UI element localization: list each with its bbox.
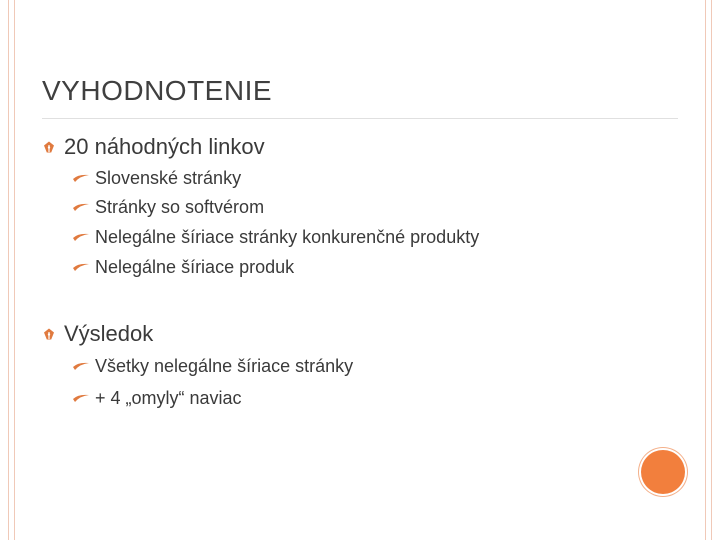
title-divider: [42, 118, 678, 119]
list-item: Slovenské stránky: [95, 168, 242, 188]
slide-title: VYHODNOTENIE: [42, 75, 273, 106]
list-item: + 4 „omyly“ naviac: [95, 388, 242, 408]
list-item: Nelegálne šíriace produk: [95, 257, 295, 277]
swoosh-bullet-icon: [72, 232, 90, 242]
list-item: Nelegálne šíriace stránky konkurenčné produkty: [95, 227, 480, 247]
section-label: Výsledok: [64, 321, 154, 346]
swoosh-bullet-icon: [72, 262, 90, 272]
pen-nib-bullet-icon: [43, 141, 55, 153]
swoosh-bullet-icon: [72, 393, 90, 403]
swoosh-bullet-icon: [72, 361, 90, 371]
decorative-circle: [641, 450, 685, 494]
swoosh-bullet-icon: [72, 173, 90, 183]
pen-nib-bullet-icon: [43, 328, 55, 340]
swoosh-bullet-icon: [72, 202, 90, 212]
section-label: 20 náhodných linkov: [64, 134, 265, 159]
list-item: Stránky so softvérom: [95, 197, 265, 217]
list-item: Všetky nelegálne šíriace stránky: [95, 356, 354, 376]
